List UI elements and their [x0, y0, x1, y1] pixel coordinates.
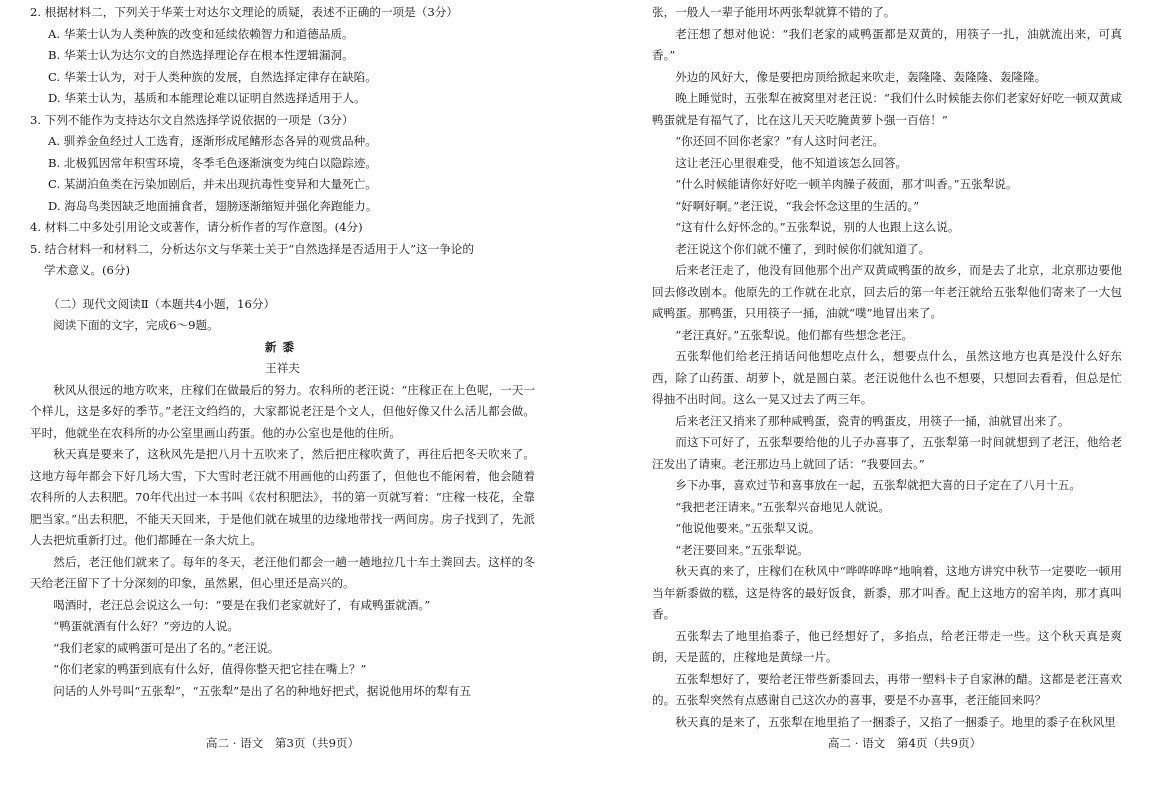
story-paragraph: 老汪说这个你们就不懂了，到时候你们就知道了。 [675, 241, 931, 256]
story-paragraph: “老汪要回来。”五张犁说。 [675, 542, 809, 557]
story-paragraph: “鸭蛋就酒有什么好？”旁边的人说。 [53, 619, 239, 633]
question-2-option-b: B. 华莱士认为达尔文的自然选择理论存在根本性逻辑漏洞。 [48, 48, 354, 62]
story-paragraph: 秋风从很远的地方吹来，庄稼们在做最后的努力。农科所的老汪说：“庄稼正在上色呢，一天一个样儿，这是多好的季节。”老汪文绉绉的，大家都说老汪是个文人，但他好像又什么活儿都会做。平时，他就坐在农科所的办公室里画山药蛋。他的办公室也是他的住所。 [30, 382, 535, 440]
question-3-option-c: C. 某湖泊鱼类在污染加剧后，并未出现抗毒性变异和大量死亡。 [48, 177, 377, 191]
page-3 [30, 0, 535, 800]
story-paragraph: 五张犁想好了，要给老汪带些新黍回去，再带一塑料卡子自家淋的醋。这都是老汪喜欢的。五张犁突然有点感谢自己这次办的喜事，要是不办喜事，老汪能回来吗？ [652, 671, 1122, 707]
question-4: 4. 材料二中多处引用论文或著作，请分析作者的写作意图。(4分) [30, 220, 363, 234]
story-paragraph: 这让老汪心里很难受，他不知道该怎么回答。 [675, 155, 908, 170]
page-3-footer: 高二 · 语文 第3页（共9页） [205, 736, 360, 750]
story-title: 新黍 [264, 339, 301, 354]
story-paragraph: 后来老汪又捎来了那种咸鸭蛋，瓷青的鸭蛋皮，用筷子一捅，油就冒出来了。 [675, 413, 1070, 428]
story-paragraph: 晚上睡觉时，五张犁在被窝里对老汪说：“我们什么时候能去你们老家好好吃一顿双黄咸鸭蛋就是有福气了，比在这儿天天吃腌黄萝卜强一百倍！” [652, 91, 1122, 127]
question-5-line-2: 学术意义。(6分) [44, 263, 130, 277]
story-paragraph: 乡下办事，喜欢过节和喜事放在一起，五张犁就把大喜的日子定在了八月十五。 [675, 478, 1081, 492]
story-paragraph: “我们老家的咸鸭蛋可是出了名的。”老汪说。 [53, 640, 280, 655]
section-heading: （二）现代文阅读Ⅱ（本题共4小题，16分） [48, 296, 276, 311]
story-paragraph: 后来老汪走了，他没有回他那个出产双黄咸鸭蛋的故乡，而是去了北京，北京那边要他回去修改剧本。他原先的工作就在北京，回去后的第一年老汪就给五张犁他们寄来了一大包咸鸭蛋。那鸭蛋，只用筷子一捅，油就“噗”地冒出来了。 [652, 263, 1122, 320]
question-2-stem: 2. 根据材料二，下列关于华莱士对达尔文理论的质疑，表述不正确的一项是（3分） [30, 5, 458, 19]
question-2-option-c: C. 华莱士认为，对于人类种族的发展，自然选择定律存在缺陷。 [48, 69, 377, 84]
story-paragraph: “我把老汪请来。”五张犁兴奋地见人就说。 [675, 499, 890, 514]
story-paragraph: 而这下可好了，五张犁要给他的儿子办喜事了，五张犁第一时间就想到了老汪，他给老汪发出了请柬。老汪那边马上就回了话：“我要回去。” [652, 435, 1122, 471]
story-paragraph: “什么时候能请你好好吃一顿羊肉臊子莜面，那才叫香。”五张犁说。 [675, 177, 1018, 191]
story-paragraph: 秋天真是要来了，这秋风先是把八月十五吹来了，然后把庄稼吹黄了，再往后把冬天吹来了。这地方每年都会下好几场大雪，下大雪时老汪就不用画他的山药蛋了，但他也不能闲着，他会随着农科所的人去积肥。70年代出过一本书叫《农村积肥法》，书的第一页就写着：“庄稼一枝花，全靠肥当家。”出去积肥，不能天天回来，于是他们就在城里的边缘地带找一两间房。房子找到了，先派人去把炕重新打过。他们都睡在一条大炕上。 [30, 447, 535, 547]
story-paragraph: 外边的风好大，像是要把房顶给掀起来吹走，轰隆隆、轰隆隆、轰隆隆。 [675, 69, 1047, 84]
section-instruction: 阅读下面的文字，完成6～9题。 [53, 318, 219, 332]
story-paragraph: “你们老家的鸭蛋到底有什么好，值得你整天把它挂在嘴上？” [53, 662, 367, 676]
story-paragraph: “好啊好啊。”老汪说，“我会怀念这里的生活的。” [675, 198, 920, 213]
page-3-content [30, 2, 535, 702]
question-2-option-a: A. 华莱士认为人类种族的改变和延续依赖智力和道德品质。 [48, 26, 354, 41]
page-4-content [652, 2, 1122, 733]
story-paragraph: 五张犁他们给老汪捎话问他想吃点什么，想要点什么，虽然这地方也真是没什么好东西，除了山药蛋、胡萝卜，就是圆白菜。老汪说他什么也不想要，只想回去看看，但总是忙得抽不出时间。这么一晃又过去了两三年。 [652, 349, 1122, 406]
question-3-option-a: A. 驯养金鱼经过人工选育，逐渐形成尾鳍形态各异的观赏品种。 [48, 134, 377, 148]
story-paragraph: “你还回不回你老家？”有人这时问老汪。 [675, 134, 885, 148]
story-author: 王祥夫 [265, 361, 300, 375]
story-paragraph: 老汪想了想对他说：“我们老家的咸鸭蛋都是双黄的，用筷子一扎，油就流出来，可真香。” [652, 26, 1122, 62]
story-paragraph: 张，一般人一辈子能用坏两张犁就算不错的了。 [652, 5, 896, 19]
page-4 [652, 0, 1157, 800]
story-paragraph: 秋天真的是来了，五张犁在地里掐了一捆黍子，又掐了一捆黍子。地里的黍子在秋风里 [675, 714, 1116, 729]
question-5-line-1: 5. 结合材料一和材料二，分析达尔文与华莱士关于“自然选择是否适用于人”这一争论的 [30, 241, 474, 256]
question-3-stem: 3. 下列不能作为支持达尔文自然选择学说依据的一项是（3分） [30, 112, 354, 127]
story-paragraph: 五张犁去了地里掐黍子，他已经想好了，多掐点，给老汪带走一些。这个秋天真是爽朗，天是蓝的，庄稼地是黄绿一片。 [652, 628, 1122, 664]
story-paragraph: “他说他要来。”五张犁又说。 [675, 521, 821, 535]
story-paragraph: 问话的人外号叫“五张犁”，“五张犁”是出了名的种地好把式，据说他用坏的犁有五 [53, 683, 472, 698]
story-paragraph: 喝酒时，老汪总会说这么一句：“要是在我们老家就好了，有咸鸭蛋就酒。” [53, 597, 431, 612]
question-3-option-b: B. 北极狐因常年积雪环境，冬季毛色逐渐演变为纯白以隐踪迹。 [48, 155, 377, 170]
story-paragraph: “老汪真好。”五张犁说。他们都有些想念老汪。 [675, 327, 914, 342]
question-2-option-d: D. 华莱士认为，基质和本能理论难以证明自然选择适用于人。 [48, 91, 366, 105]
question-3-option-d: D. 海岛鸟类因缺乏地面捕食者，翅膀逐渐缩短并强化奔跑能力。 [48, 198, 378, 213]
story-paragraph: 然后，老汪他们就来了。每年的冬天，老汪他们都会一趟一趟地拉几十车土粪回去。这样的冬天给老汪留下了十分深刻的印象，虽然累，但心里还是高兴的。 [30, 554, 535, 590]
page-4-footer: 高二 · 语文 第4页（共9页） [827, 736, 982, 750]
story-paragraph: 秋天真的来了，庄稼们在秋风中“哗哗哗哗”地响着，这地方讲究中秋节一定要吃一顿用当年新黍做的糕，这是待客的最好饭食，新黍，那才叫香。配上这地方的窑羊肉，那才真叫香。 [652, 564, 1122, 621]
story-paragraph: “这有什么好怀念的。”五张犁说，别的人也跟上这么说。 [675, 220, 960, 234]
